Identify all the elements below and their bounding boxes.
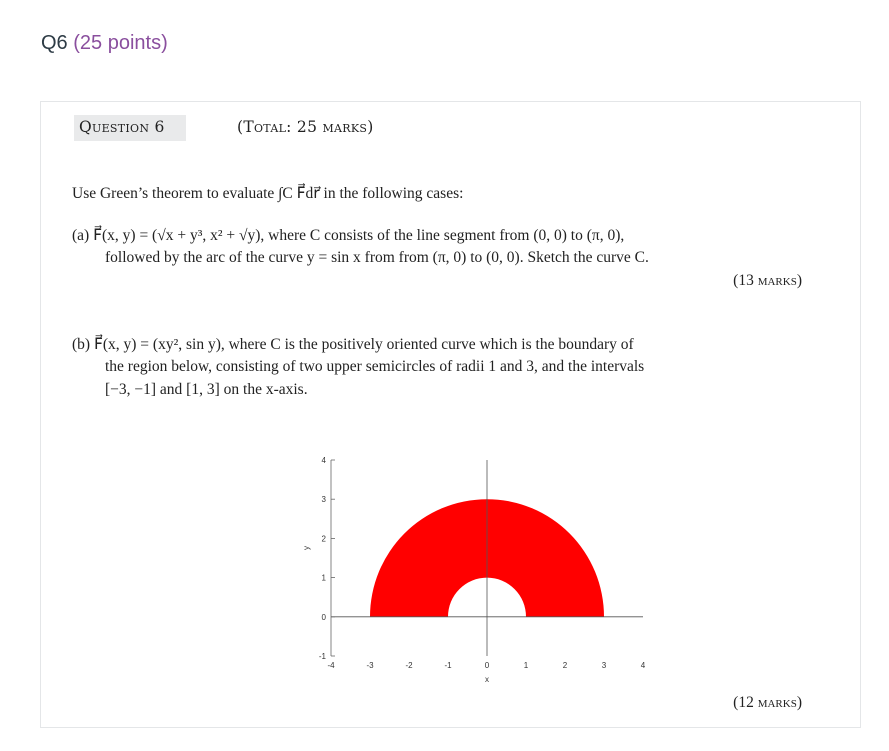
x-tick-label: -1 bbox=[444, 661, 452, 670]
x-tick-label: 0 bbox=[484, 661, 490, 670]
question-header bbox=[41, 32, 168, 55]
x-tick-label: 1 bbox=[523, 661, 529, 670]
part-a-marks: (13 marks) bbox=[733, 272, 802, 289]
question-number: Q6 bbox=[41, 32, 68, 54]
question-card bbox=[40, 101, 861, 728]
x-tick-label: 4 bbox=[640, 661, 646, 670]
part-b-line-3: [−3, −1] and [1, 3] on the x-axis. bbox=[105, 381, 308, 398]
x-tick-label: -2 bbox=[405, 661, 413, 670]
intro-text: Use Green’s theorem to evaluate ∫C F⃗dr⃗ in the following cases: bbox=[72, 185, 464, 202]
part-a-line-1: (a) F⃗(x, y) = (√x + y³, x² + √y), where C consists of the line segment from (0, 0) to (π, 0), bbox=[72, 227, 625, 244]
question-total: (Total: 25 marks) bbox=[237, 118, 374, 136]
question-label: Question 6 bbox=[79, 118, 165, 136]
y-tick-label: -1 bbox=[318, 652, 326, 661]
y-tick-label: 4 bbox=[321, 456, 326, 465]
x-axis-label: x bbox=[485, 675, 489, 684]
y-tick-label: 1 bbox=[321, 573, 326, 583]
part-b-line-1: (b) F⃗(x, y) = (xy², sin y), where C is the positively oriented curve which is the boundary of bbox=[72, 336, 634, 353]
part-b-line-2: the region below, consisting of two upper semicircles of radii 1 and 3, and the intervals bbox=[105, 358, 645, 375]
x-tick-label: -4 bbox=[327, 661, 335, 670]
y-axis-label: y bbox=[302, 546, 311, 550]
y-tick-label: 0 bbox=[321, 612, 326, 622]
question-points: (25 points) bbox=[73, 32, 168, 54]
x-tick-label: 3 bbox=[601, 661, 607, 670]
region-plot bbox=[291, 452, 646, 692]
x-tick-label: 2 bbox=[562, 661, 568, 670]
x-tick-label: -3 bbox=[366, 661, 374, 670]
y-tick-label: 3 bbox=[321, 495, 326, 505]
y-tick-label: 2 bbox=[321, 534, 326, 544]
part-a-line-2: followed by the arc of the curve y = sin x from from (π, 0) to (0, 0). Sketch the curve C. bbox=[105, 249, 649, 266]
part-b-marks: (12 marks) bbox=[733, 694, 802, 711]
